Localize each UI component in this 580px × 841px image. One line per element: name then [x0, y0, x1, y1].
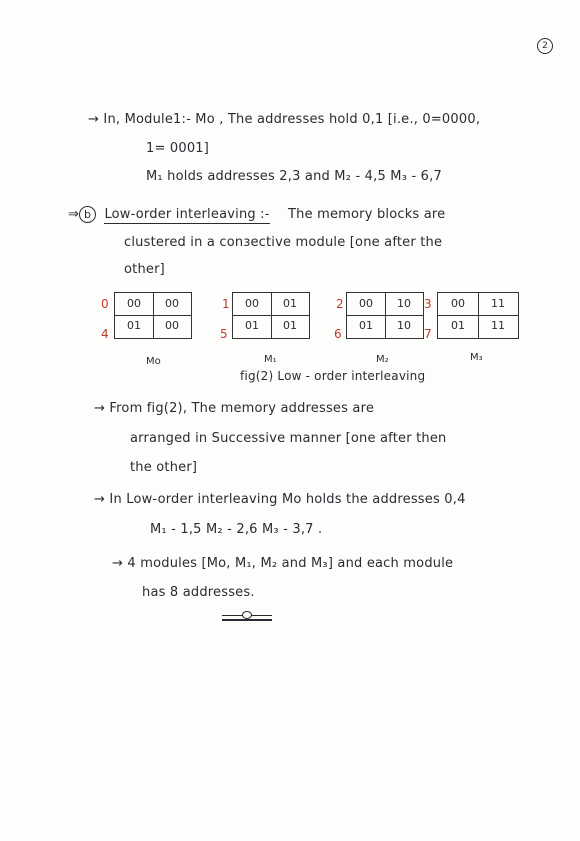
cell: 00 [359, 297, 373, 310]
note-3-line-1: → 4 modules [Mo, M₁, M₂ and M₃] and each module [112, 556, 454, 571]
module-3-row-0 [438, 293, 518, 316]
cell: 11 [491, 319, 505, 332]
module-2-top-index: 2 [336, 297, 344, 311]
module-1-row-1 [233, 315, 309, 337]
module-2-row-1 [347, 315, 423, 337]
module-2-label: M₂ [376, 354, 389, 365]
module-3-bottom-index: 7 [424, 327, 432, 341]
module-0-bottom-index: 4 [101, 327, 109, 341]
cell: 00 [165, 319, 179, 332]
low-order-definition-line-3: other] [124, 262, 165, 277]
module-3-box [437, 292, 519, 339]
implies-arrow: ⇒ [68, 207, 80, 222]
note-2-line-2: M₁ - 1,5 M₂ - 2,6 M₃ - 3,7 . [150, 522, 323, 537]
cell: 11 [491, 297, 505, 310]
note-3-line-2: has 8 addresses. [142, 585, 255, 600]
module-0-box [114, 292, 192, 339]
module-2-box [346, 292, 424, 339]
module-1-top-index: 1 [222, 297, 230, 311]
cell: 01 [359, 319, 373, 332]
module-0-top-index: 0 [101, 297, 109, 311]
cell: 01 [245, 319, 259, 332]
cell: 00 [245, 297, 259, 310]
module-3-top-index: 3 [424, 297, 432, 311]
cell: 00 [127, 297, 141, 310]
cell: 10 [397, 297, 411, 310]
module-2-row-0 [347, 293, 423, 316]
low-order-heading: Low-order interleaving :- [104, 207, 270, 222]
module-1-row-0 [233, 293, 309, 316]
note-1-line-1: → From fig(2), The memory addresses are [94, 401, 375, 416]
module-1-box [232, 292, 310, 339]
cell: 00 [165, 297, 179, 310]
cell: 01 [283, 319, 297, 332]
note-1-line-3: the other] [130, 460, 198, 475]
figure-caption: fig(2) Low - order interleaving [240, 369, 426, 383]
module-address-line-3: M₁ holds addresses 2,3 and M₂ - 4,5 M₃ - 6,7 [146, 169, 442, 184]
page-number: 2 [537, 38, 553, 54]
module-3-label: M₃ [470, 352, 483, 363]
module-0-label: Mo [146, 356, 161, 367]
module-3-row-1 [438, 315, 518, 337]
module-1-label: M₁ [264, 354, 277, 365]
cell: 01 [451, 319, 465, 332]
module-1-bottom-index: 5 [220, 327, 228, 341]
end-of-section-mark [222, 612, 272, 624]
module-address-line-2: 1= 0001] [146, 141, 210, 156]
cell: 00 [451, 297, 465, 310]
module-0-row-1 [115, 315, 191, 337]
note-1-line-2: arranged in Successive manner [one after then [130, 431, 447, 446]
low-order-definition-start: The memory blocks are [287, 207, 446, 222]
module-0-row-0 [115, 293, 191, 316]
module-address-line-1: → In, Module1:- Mo , The addresses hold 0,1 [i.e., 0=0000, [88, 112, 481, 127]
cell: 10 [397, 319, 411, 332]
module-2-bottom-index: 6 [334, 327, 342, 341]
note-2-line-1: → In Low-order interleaving Mo holds the addresses 0,4 [94, 492, 466, 507]
low-order-heading-line [68, 206, 445, 223]
cell: 01 [127, 319, 141, 332]
section-marker-b: b [79, 206, 96, 223]
cell: 01 [283, 297, 297, 310]
low-order-definition-line-2: clustered in a conзective module [one after the [124, 235, 443, 250]
